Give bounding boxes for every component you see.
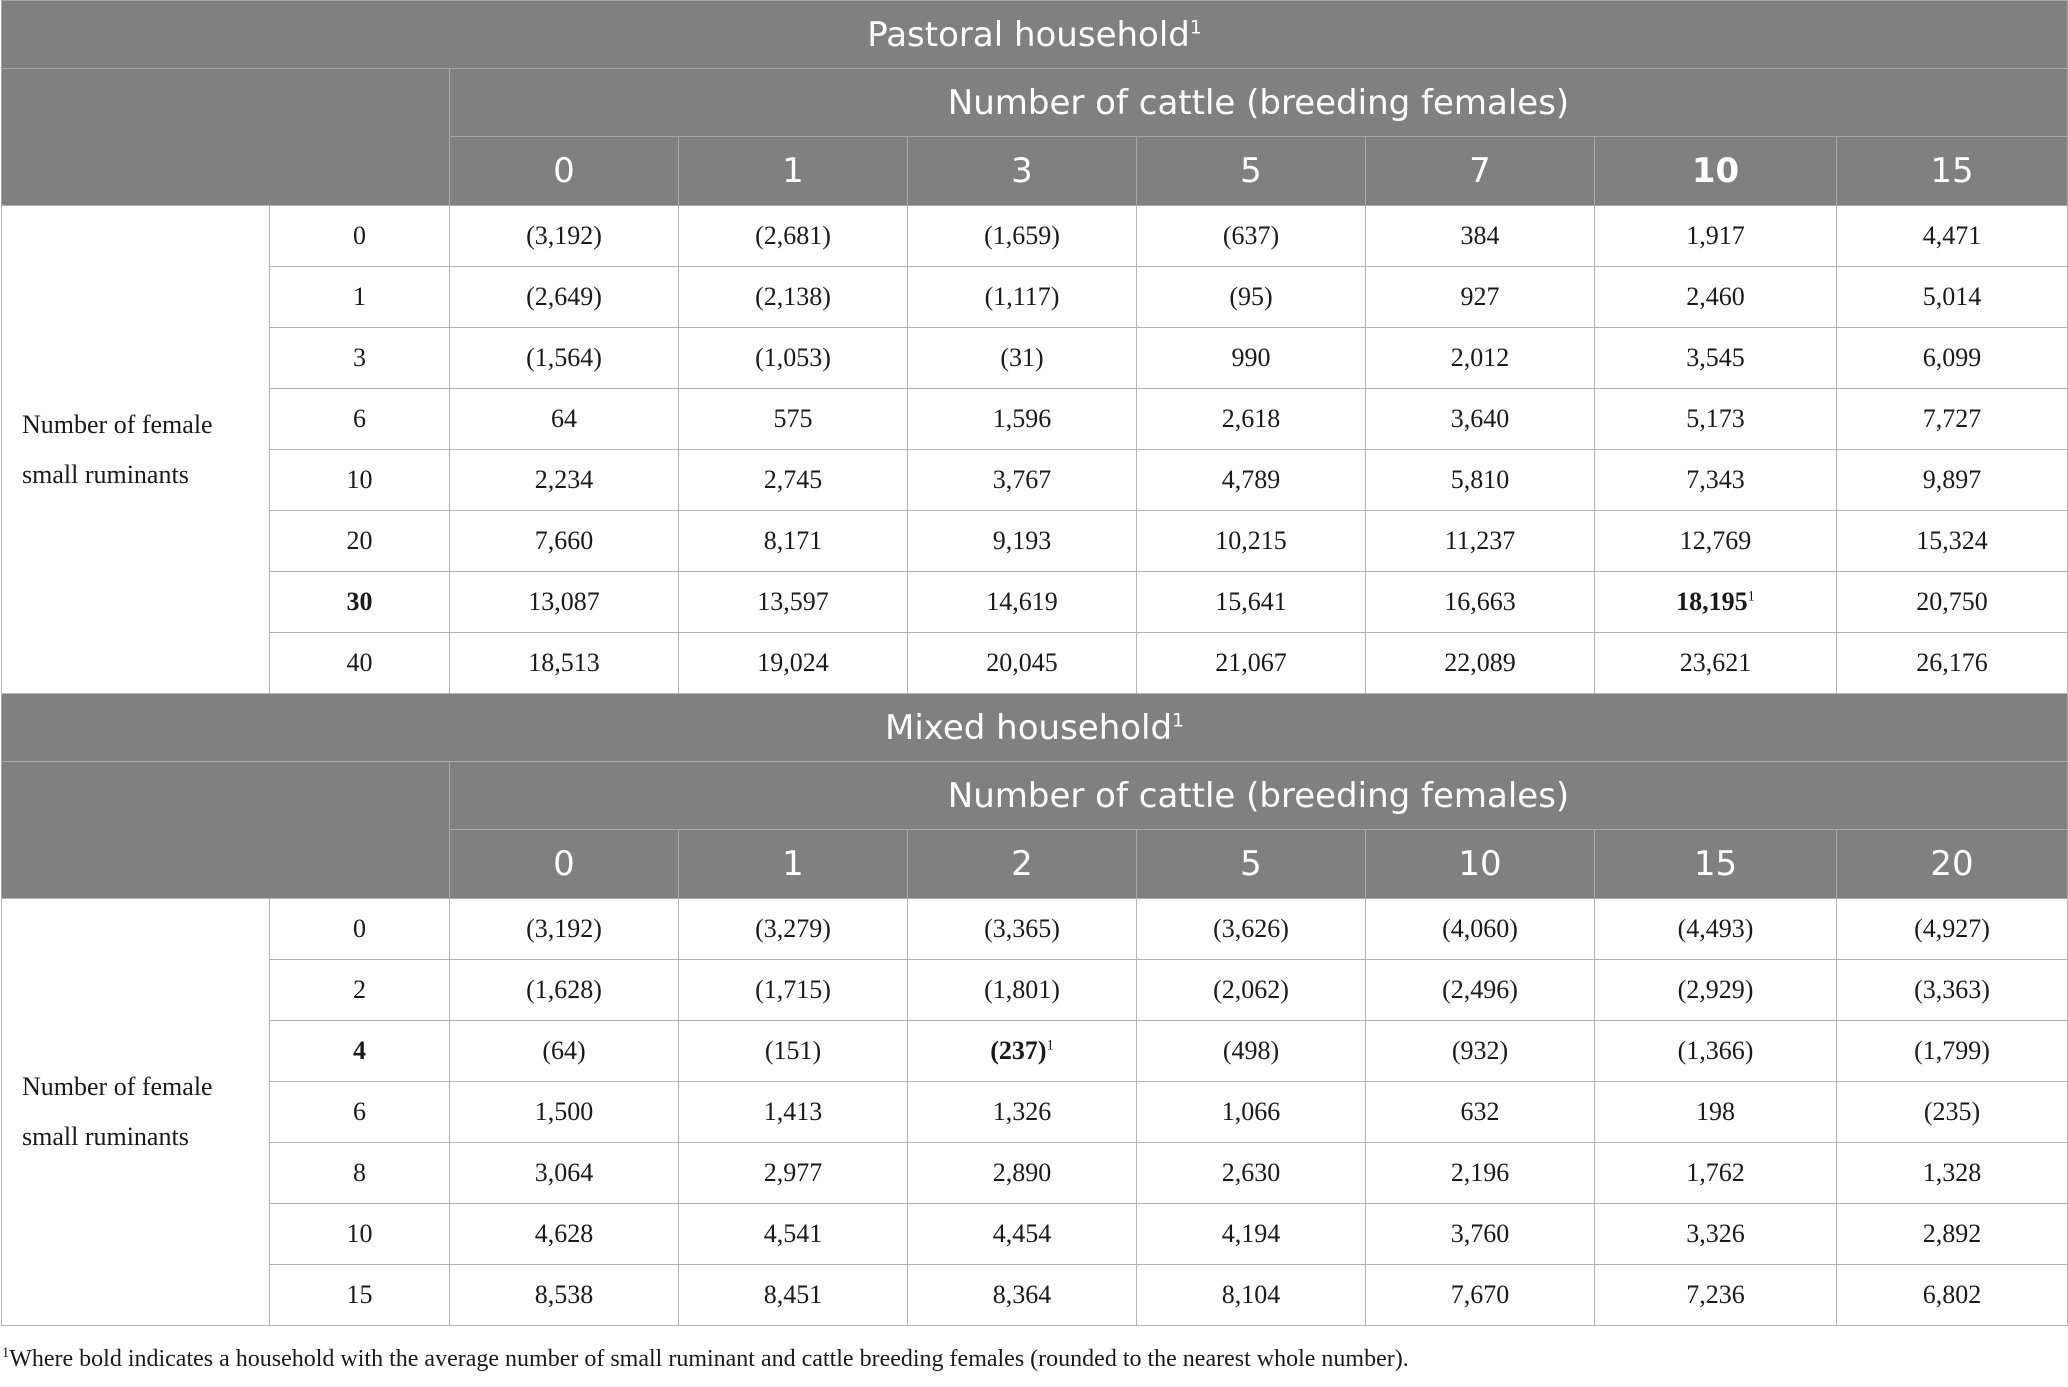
table-cell	[679, 1265, 908, 1326]
cell-value: 15,324	[1916, 526, 1988, 555]
cell-value: (2,062)	[1213, 975, 1289, 1004]
cell-value: 2,012	[1450, 343, 1510, 372]
cell-value: (3,363)	[1914, 975, 1990, 1004]
cell-value: (498)	[1222, 1036, 1280, 1065]
cell-value: 19,024	[757, 648, 829, 677]
section-title-text: Pastoral household	[867, 14, 1190, 55]
table-row	[2, 899, 2068, 960]
cell-value: 7,670	[1450, 1280, 1510, 1309]
cell-value: 2,630	[1221, 1158, 1281, 1187]
cell-value: 3,767	[992, 465, 1052, 494]
table-cell	[1837, 267, 2068, 328]
cell-footnote-marker: 1	[1046, 1037, 1054, 1054]
row-header: 6	[270, 1082, 450, 1143]
cell-value: 1,596	[992, 404, 1052, 433]
cell-value: (2,681)	[755, 221, 831, 250]
table-cell	[679, 899, 908, 960]
table-cell	[1595, 899, 1837, 960]
table-cell	[1366, 1143, 1595, 1204]
column-header: 10	[1595, 137, 1837, 206]
cell-value: (1,799)	[1914, 1036, 1990, 1065]
cell-value: (1,564)	[526, 343, 602, 372]
row-header: 30	[270, 572, 450, 633]
cell-value: 12,769	[1679, 526, 1752, 555]
cell-value: (235)	[1923, 1097, 1981, 1126]
row-header: 15	[270, 1265, 450, 1326]
cell-value: 1,326	[992, 1097, 1052, 1126]
table-cell	[1137, 450, 1366, 511]
table-cell	[908, 267, 1137, 328]
table-cell	[908, 572, 1137, 633]
cell-value: (95)	[1229, 282, 1273, 311]
column-header: 5	[1137, 137, 1366, 206]
column-header: 15	[1837, 137, 2068, 206]
table-cell	[908, 899, 1137, 960]
cell-value: 4,194	[1221, 1219, 1281, 1248]
table-cell	[450, 1082, 679, 1143]
row-group-label-line2: small ruminants	[22, 1122, 189, 1151]
cell-value: 8,451	[763, 1280, 823, 1309]
table-cell	[1366, 960, 1595, 1021]
cell-value: 23,621	[1679, 648, 1752, 677]
table-cell	[450, 1021, 679, 1082]
cell-value: (3,192)	[526, 221, 602, 250]
cell-value: (151)	[764, 1036, 822, 1065]
table-cell	[1837, 1143, 2068, 1204]
table-cell	[908, 450, 1137, 511]
cell-value: 2,460	[1686, 282, 1745, 311]
column-group-header-row	[2, 69, 2068, 137]
table-row	[2, 206, 2068, 267]
cell-value: 2,977	[763, 1158, 823, 1187]
column-header: 20	[1837, 830, 2068, 899]
table-cell	[1595, 389, 1837, 450]
table-cell	[1137, 572, 1366, 633]
column-group-label: Number of cattle (breeding females)	[450, 69, 2068, 137]
column-header: 5	[1137, 830, 1366, 899]
cell-value: 990	[1231, 343, 1271, 372]
table-cell	[1837, 511, 2068, 572]
table-cell	[1366, 267, 1595, 328]
cell-value: 6,802	[1922, 1280, 1982, 1309]
table-cell	[908, 1265, 1137, 1326]
row-header: 10	[270, 1204, 450, 1265]
table-cell	[450, 267, 679, 328]
cell-value: 9,897	[1922, 465, 1982, 494]
table-row	[2, 960, 2068, 1021]
cell-value: 575	[773, 404, 813, 433]
table-cell	[1595, 511, 1837, 572]
table-cell	[1366, 206, 1595, 267]
column-header: 0	[450, 830, 679, 899]
cell-value: (4,927)	[1914, 914, 1990, 943]
cell-footnote-marker: 1	[1747, 588, 1755, 605]
cell-value: 10,215	[1215, 526, 1287, 555]
cell-value: 2,890	[992, 1158, 1052, 1187]
cell-value: 7,727	[1922, 404, 1982, 433]
table-cell	[1137, 899, 1366, 960]
cell-value: (1,628)	[526, 975, 602, 1004]
table-row	[2, 328, 2068, 389]
cell-value: (1,117)	[984, 282, 1060, 311]
table-cell	[1595, 1143, 1837, 1204]
cell-value: 15,641	[1215, 587, 1287, 616]
cell-value: 3,640	[1450, 404, 1510, 433]
cell-value: 8,171	[763, 526, 823, 555]
table-cell	[908, 1204, 1137, 1265]
table-cell	[1837, 1265, 2068, 1326]
cell-value: (2,649)	[526, 282, 602, 311]
cell-value: (2,496)	[1442, 975, 1518, 1004]
table-cell	[1366, 1204, 1595, 1265]
table-cell	[1366, 572, 1595, 633]
table-cell	[1837, 1082, 2068, 1143]
row-group-label-line1: Number of female	[22, 409, 213, 439]
table-row	[2, 1265, 2068, 1326]
cell-value: 2,745	[763, 465, 823, 494]
cell-value: (3,626)	[1213, 914, 1289, 943]
cell-value: 632	[1460, 1097, 1500, 1126]
table-cell	[1137, 267, 1366, 328]
table-row	[2, 1143, 2068, 1204]
table-cell	[679, 267, 908, 328]
cell-value: 18,195	[1676, 587, 1748, 616]
table-cell	[679, 1021, 908, 1082]
table-cell	[1595, 328, 1837, 389]
column-header: 3	[908, 137, 1137, 206]
table-row	[2, 1204, 2068, 1265]
table-cell	[679, 633, 908, 694]
table-cell	[679, 1082, 908, 1143]
table-cell	[1837, 1021, 2068, 1082]
cell-value: (237)	[990, 1036, 1047, 1065]
cell-value: 3,326	[1686, 1219, 1745, 1248]
livestock-table	[1, 0, 2068, 1326]
table-cell	[1837, 899, 2068, 960]
table-cell	[1837, 633, 2068, 694]
cell-value: 14,619	[986, 587, 1058, 616]
table-cell	[679, 206, 908, 267]
cell-value: 22,089	[1444, 648, 1516, 677]
table-row	[2, 1021, 2068, 1082]
table-cell	[450, 389, 679, 450]
table-cell	[1137, 206, 1366, 267]
section-title	[2, 1, 2068, 69]
table-row	[2, 572, 2068, 633]
cell-value: 18,513	[528, 648, 600, 677]
section-title-footnote-marker: 1	[1189, 17, 1202, 39]
table-cell	[679, 328, 908, 389]
cell-value: 16,663	[1444, 587, 1516, 616]
table-cell	[1366, 633, 1595, 694]
table-cell	[908, 328, 1137, 389]
cell-value: 20,750	[1916, 587, 1988, 616]
cell-value: 7,343	[1686, 465, 1745, 494]
cell-value: 20,045	[986, 648, 1058, 677]
table-row	[2, 511, 2068, 572]
cell-value: (637)	[1222, 221, 1280, 250]
row-group-label-line1: Number of female	[22, 1072, 213, 1101]
column-header: 2	[908, 830, 1137, 899]
highlighted-cell	[1595, 572, 1837, 633]
cell-value: 9,193	[992, 526, 1052, 555]
table-cell	[1137, 1082, 1366, 1143]
row-group-label	[2, 206, 270, 694]
table-cell	[1366, 511, 1595, 572]
table-cell	[1137, 1265, 1366, 1326]
table-cell	[1837, 1204, 2068, 1265]
table-cell	[679, 450, 908, 511]
table-cell	[1837, 572, 2068, 633]
table-row	[2, 1082, 2068, 1143]
row-header: 3	[270, 328, 450, 389]
table-cell	[450, 1143, 679, 1204]
table-section-title-row	[2, 694, 2068, 762]
row-group-label	[2, 899, 270, 1326]
cell-value: (3,192)	[526, 914, 602, 943]
column-header: 10	[1366, 830, 1595, 899]
table-cell	[1837, 450, 2068, 511]
table-cell	[1837, 389, 2068, 450]
cell-value: (932)	[1451, 1036, 1509, 1065]
cell-value: 1,066	[1221, 1097, 1281, 1126]
table-row	[2, 267, 2068, 328]
table-cell	[679, 511, 908, 572]
table-cell	[1137, 1204, 1366, 1265]
table-cell	[450, 1204, 679, 1265]
table-cell	[1137, 960, 1366, 1021]
table-cell	[1595, 960, 1837, 1021]
column-header: 15	[1595, 830, 1837, 899]
table-cell	[1366, 1021, 1595, 1082]
table-cell	[450, 206, 679, 267]
cell-value: 7,660	[534, 526, 594, 555]
table-cell	[908, 633, 1137, 694]
cell-value: 8,364	[992, 1280, 1052, 1309]
table-cell	[1595, 633, 1837, 694]
table-cell	[679, 389, 908, 450]
cell-value: 4,471	[1922, 221, 1982, 250]
footnote-marker: 1	[2, 1345, 10, 1361]
table-cell	[1366, 899, 1595, 960]
cell-value: (64)	[542, 1036, 586, 1065]
column-header: 0	[450, 137, 679, 206]
cell-value: 7,236	[1686, 1280, 1745, 1309]
table-cell	[1595, 1021, 1837, 1082]
row-header: 2	[270, 960, 450, 1021]
cell-value: 8,538	[534, 1280, 594, 1309]
cell-value: 11,237	[1444, 526, 1516, 555]
cell-value: 5,173	[1686, 404, 1745, 433]
table-cell	[1137, 1021, 1366, 1082]
cell-value: (1,366)	[1677, 1036, 1754, 1065]
cell-value: 5,810	[1450, 465, 1510, 494]
table-cell	[450, 899, 679, 960]
cell-value: 1,328	[1922, 1158, 1982, 1187]
table-cell	[908, 1082, 1137, 1143]
table-cell	[679, 1204, 908, 1265]
table-cell	[450, 572, 679, 633]
cell-value: 21,067	[1215, 648, 1287, 677]
table-cell	[1366, 328, 1595, 389]
table-cell	[1366, 1082, 1595, 1143]
table-row	[2, 389, 2068, 450]
table-cell	[450, 633, 679, 694]
table-cell	[1137, 1143, 1366, 1204]
row-header: 0	[270, 899, 450, 960]
row-header: 6	[270, 389, 450, 450]
table-cell	[1366, 450, 1595, 511]
row-header: 10	[270, 450, 450, 511]
table-cell	[908, 960, 1137, 1021]
table-cell	[679, 572, 908, 633]
column-group-label: Number of cattle (breeding females)	[450, 762, 2068, 830]
row-header: 8	[270, 1143, 450, 1204]
section-title-footnote-marker: 1	[1172, 710, 1184, 732]
row-header: 20	[270, 511, 450, 572]
cell-value: 6,099	[1922, 343, 1982, 372]
cell-value: (1,053)	[755, 343, 831, 372]
row-header: 40	[270, 633, 450, 694]
table-section-title-row	[2, 1, 2068, 69]
footnote	[2, 1346, 1409, 1373]
table-cell	[1837, 328, 2068, 389]
cell-value: 198	[1696, 1097, 1735, 1126]
row-header: 1	[270, 267, 450, 328]
cell-value: (2,138)	[755, 282, 831, 311]
table-cell	[1595, 1082, 1837, 1143]
cell-value: 1,413	[763, 1097, 823, 1126]
table-cell	[1137, 389, 1366, 450]
table-cell	[450, 450, 679, 511]
table-body	[2, 1, 2068, 1326]
table-cell	[1366, 1265, 1595, 1326]
section-title-text: Mixed household	[885, 707, 1173, 748]
cell-value: 8,104	[1221, 1280, 1281, 1309]
table-cell	[679, 960, 908, 1021]
table-cell	[1137, 328, 1366, 389]
table-cell	[908, 389, 1137, 450]
table-cell	[1837, 206, 2068, 267]
column-header: 1	[679, 830, 908, 899]
cell-value: 2,618	[1221, 404, 1281, 433]
cell-value: (3,365)	[984, 914, 1060, 943]
cell-value: (1,715)	[755, 975, 831, 1004]
highlighted-cell	[908, 1021, 1137, 1082]
table-cell	[908, 511, 1137, 572]
cell-value: 1,917	[1686, 221, 1745, 250]
cell-value: 3,545	[1686, 343, 1745, 372]
cell-value: 927	[1460, 282, 1500, 311]
table-cell	[1595, 1265, 1837, 1326]
cell-value: 26,176	[1916, 648, 1988, 677]
section-title	[2, 694, 2068, 762]
row-header: 4	[270, 1021, 450, 1082]
cell-value: (4,060)	[1442, 914, 1518, 943]
cell-value: 4,628	[534, 1219, 594, 1248]
cell-value: 13,087	[528, 587, 600, 616]
table-cell	[450, 511, 679, 572]
column-group-header-row	[2, 762, 2068, 830]
cell-value: 5,014	[1922, 282, 1982, 311]
cell-value: (1,801)	[984, 975, 1060, 1004]
cell-value: (1,659)	[984, 221, 1060, 250]
cell-value: 2,234	[534, 465, 594, 494]
header-corner-cell	[2, 762, 450, 899]
table-cell	[1837, 960, 2068, 1021]
table-cell	[450, 328, 679, 389]
table-cell	[1137, 633, 1366, 694]
cell-value: 4,541	[763, 1219, 823, 1248]
cell-value: 4,454	[992, 1219, 1052, 1248]
footnote-text: Where bold indicates a household with the average number of small ruminant and cattle breeding females (rounded to the nearest whole number).	[9, 1346, 1409, 1372]
cell-value: 384	[1460, 221, 1500, 250]
cell-value: (4,493)	[1677, 914, 1754, 943]
table-cell	[1595, 267, 1837, 328]
table-cell	[1595, 450, 1837, 511]
cell-value: 3,760	[1450, 1219, 1510, 1248]
table-cell	[1595, 206, 1837, 267]
column-header: 7	[1366, 137, 1595, 206]
cell-value: 13,597	[757, 587, 829, 616]
cell-value: (3,279)	[755, 914, 831, 943]
cell-value: 1,762	[1686, 1158, 1745, 1187]
row-group-label-line2: small ruminants	[22, 459, 189, 489]
table-row	[2, 633, 2068, 694]
cell-value: 1,500	[534, 1097, 594, 1126]
table-cell	[450, 1265, 679, 1326]
header-corner-cell	[2, 69, 450, 206]
table-cell	[908, 206, 1137, 267]
column-header: 1	[679, 137, 908, 206]
cell-value: 2,892	[1922, 1219, 1982, 1248]
cell-value: (2,929)	[1677, 975, 1754, 1004]
table-cell	[1137, 511, 1366, 572]
table-cell	[1595, 1204, 1837, 1265]
cell-value: 3,064	[534, 1158, 594, 1187]
row-header: 0	[270, 206, 450, 267]
cell-value: 64	[551, 404, 577, 433]
table-cell	[1366, 389, 1595, 450]
cell-value: 2,196	[1450, 1158, 1510, 1187]
cell-value: (31)	[1000, 343, 1044, 372]
cell-value: 4,789	[1221, 465, 1281, 494]
table-cell	[908, 1143, 1137, 1204]
table-cell	[450, 960, 679, 1021]
table-row	[2, 450, 2068, 511]
table-cell	[679, 1143, 908, 1204]
